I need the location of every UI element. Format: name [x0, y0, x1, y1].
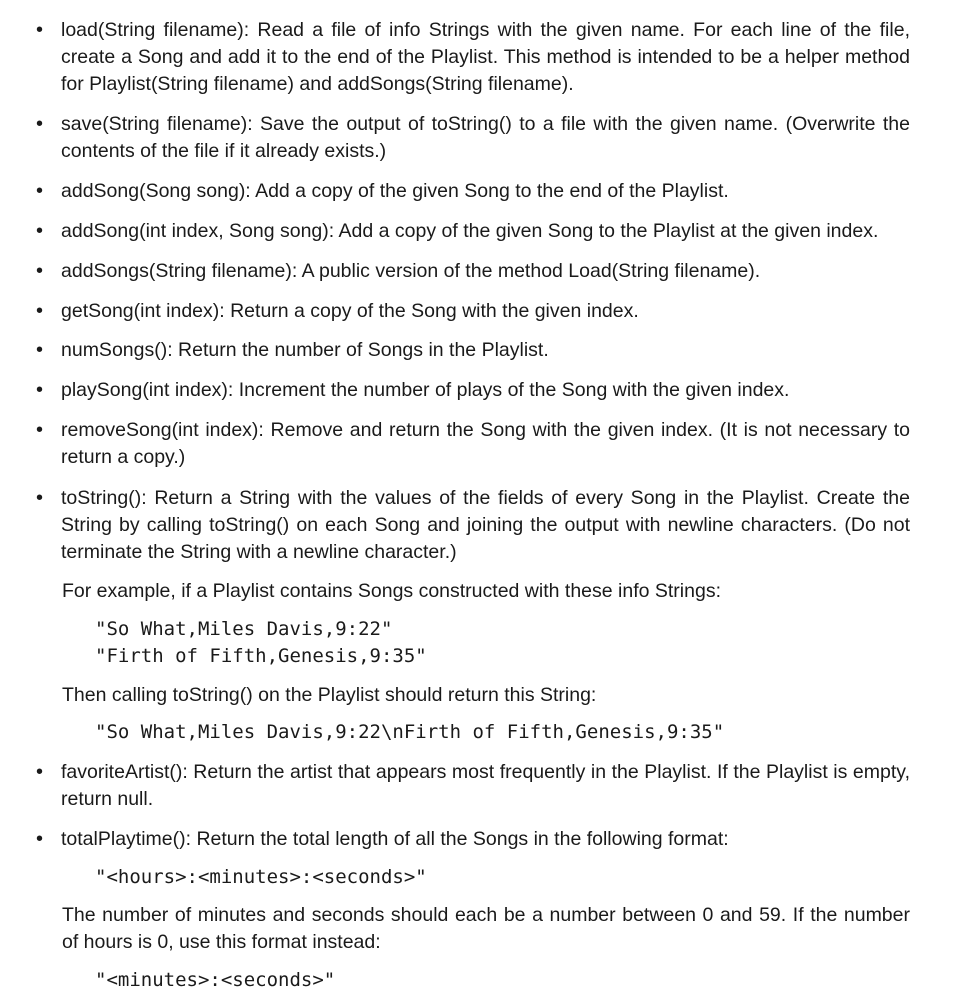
bullet-text: addSong(int index, Song song): Add a copy of the given Song to the Playlist at the given index. [61, 220, 879, 242]
bullet-play-song [36, 377, 910, 404]
bullet-add-song-index [36, 218, 910, 245]
bullet-dot: • [36, 300, 44, 322]
bullet-add-songs [36, 258, 910, 285]
bullet-text: save(String filename): Save the output of toString() to a file with the given name. (Overwrite the contents of the file if it already exists.) [61, 113, 910, 162]
bullet-dot: • [36, 260, 44, 282]
bullet-dot: • [36, 761, 44, 783]
bullet-favorite-artist [36, 759, 910, 813]
bullet-to-string [36, 485, 910, 566]
bullet-dot: • [36, 19, 44, 41]
bullet-dot: • [36, 419, 44, 441]
bullet-text: numSongs(): Return the number of Songs in the Playlist. [61, 339, 549, 361]
example-then: Then calling toString() on the Playlist should return this String: [62, 684, 597, 706]
bullet-text: favoriteArtist(): Return the artist that appears most frequently in the Playlist. If the Playlist is empty, return null. [61, 761, 910, 810]
bullet-text: toString(): Return a String with the values of the fields of every Song in the Playlist. Create the String by calling toString() on each Song and joining the output with newline characters. (Do not terminate the String with a newline character.) [61, 487, 910, 563]
example-code-line-1: "So What,Miles Davis,9:22" [95, 618, 393, 640]
bullet-get-song [36, 298, 910, 325]
bullet-num-songs [36, 337, 910, 364]
bullet-remove-song [36, 417, 910, 471]
bullet-dot: • [36, 339, 44, 361]
example-code-result: "So What,Miles Davis,9:22\nFirth of Fifth,Genesis,9:35" [95, 721, 725, 743]
bullet-dot: • [36, 487, 44, 509]
bullet-total-playtime [36, 826, 910, 853]
bullet-text: addSong(Song song): Add a copy of the given Song to the end of the Playlist. [61, 180, 729, 202]
bullet-dot: • [36, 828, 44, 850]
format-long-code: "<hours>:<minutes>:<seconds>" [95, 866, 427, 888]
bullet-dot: • [36, 113, 44, 135]
bullet-text: removeSong(int index): Remove and return the Song with the given index. (It is not necessary to return a copy.) [61, 419, 910, 468]
bullet-dot: • [36, 180, 44, 202]
bullet-load [36, 17, 910, 98]
bullet-text: totalPlaytime(): Return the total length of all the Songs in the following format: [61, 828, 729, 850]
bullet-text: playSong(int index): Increment the number of plays of the Song with the given index. [61, 379, 790, 401]
format-note: The number of minutes and seconds should each be a number between 0 and 59. If the number of hours is 0, use this format instead: [62, 904, 910, 953]
bullet-dot: • [36, 379, 44, 401]
bullet-save [36, 111, 910, 165]
example-code-line-2: "Firth of Fifth,Genesis,9:35" [95, 645, 427, 667]
bullet-text: getSong(int index): Return a copy of the Song with the given index. [61, 300, 639, 322]
bullet-add-song [36, 178, 910, 205]
bullet-dot: • [36, 220, 44, 242]
format-short-code: "<minutes>:<seconds>" [95, 969, 336, 991]
bullet-text: addSongs(String filename): A public version of the method Load(String filename). [61, 260, 761, 282]
bullet-text: load(String filename): Read a file of info Strings with the given name. For each line of the file, create a Song and add it to the end of the Playlist. This method is intended to be a helper method for Playlist(String filename) and addSongs(String filename). [61, 19, 910, 95]
example-intro: For example, if a Playlist contains Songs constructed with these info Strings: [62, 580, 721, 602]
